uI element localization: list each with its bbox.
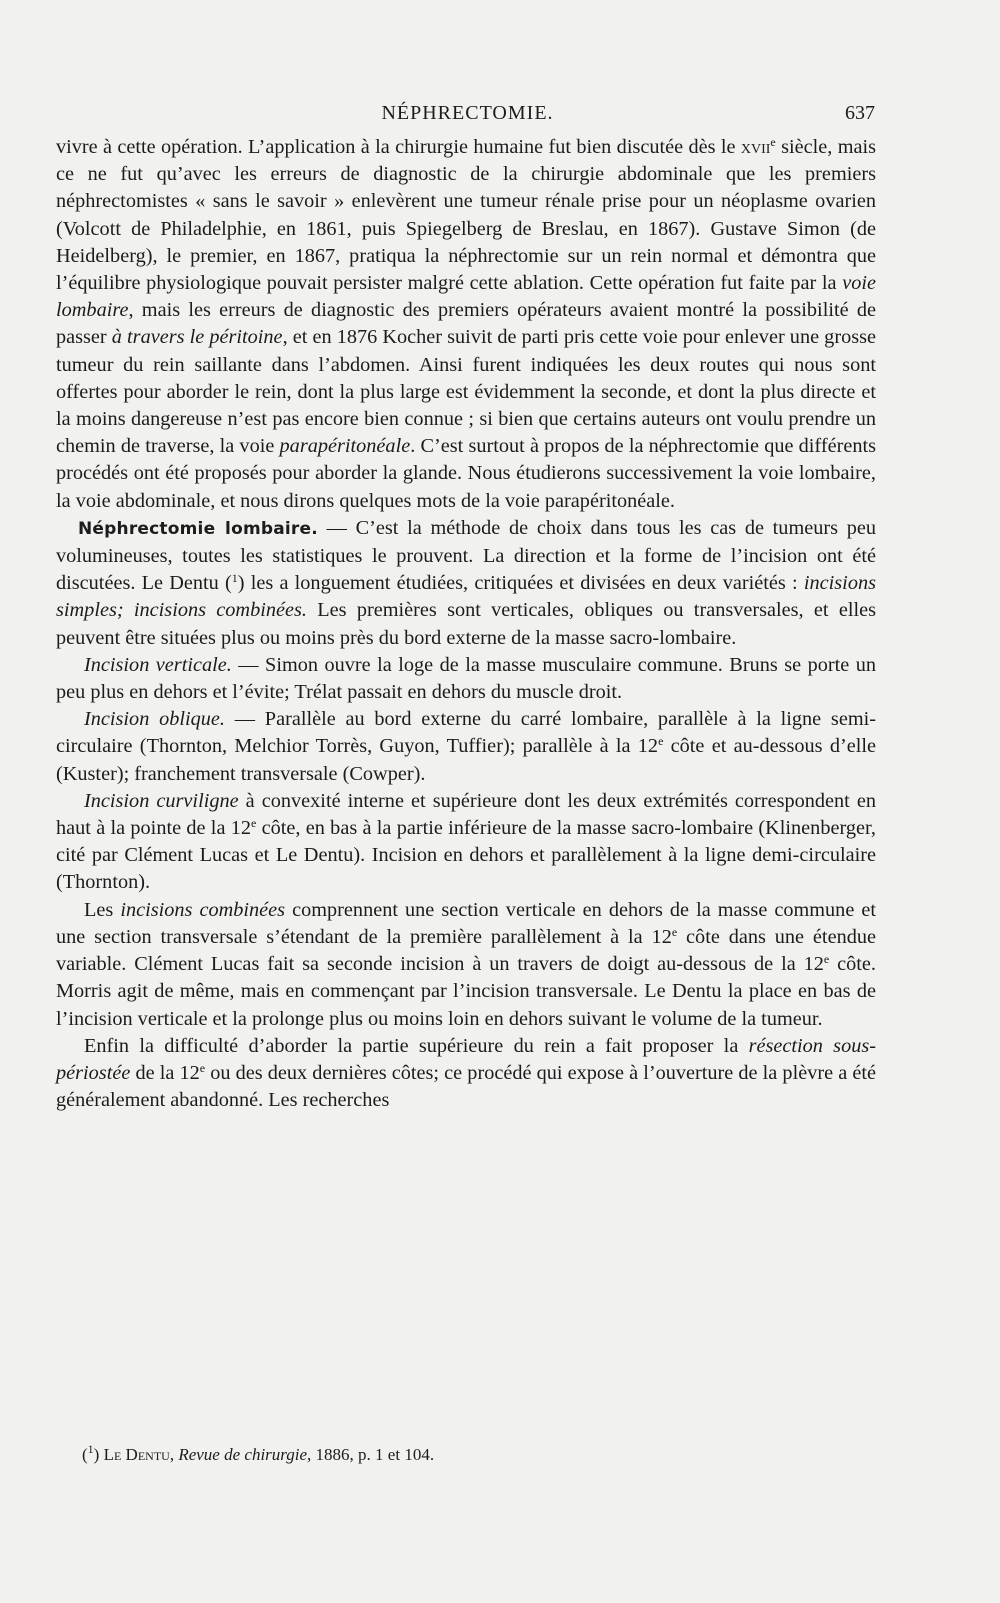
italic-term: à travers le péritoine	[111, 326, 283, 349]
running-head	[60, 102, 875, 128]
italic-term: incisions combinées	[120, 898, 286, 921]
text-run: vivre à cette opération. L’application à la chirurgie humaine fut bien discutée dès le	[56, 136, 741, 158]
text-run: — Simon ouvre la loge de la masse musculaire commune. Bruns se porte un peu plus en dehors et l’évite; Trélat passait en dehors du muscle droit.	[56, 653, 876, 704]
paragraph-oblique-incision	[56, 706, 876, 788]
text-run: de la 12	[130, 1061, 200, 1084]
italic-term: résection sous-périostée	[56, 1034, 877, 1084]
paragraph-rib-resection	[56, 1033, 876, 1115]
text-run: à convexité interne et supérieure dont les deux extrémités correspondent en haut à la pointe de la 12	[56, 789, 876, 840]
text-run: côte et au-dessous d’elle (Kuster); franchement transversale (Cowper).	[56, 735, 876, 785]
paragraph-combined-incisions	[56, 897, 876, 1033]
text-run: . C’est surtout à propos de la néphrectomie que différents procédés ont été proposés pour aborder la glande. Nous étudierons successivement la voie lombaire, la voie abdominale, et nous dirons quelques mots de la voie parapéritonéale.	[56, 435, 876, 512]
text-run: , 1886, p. 1 et 104.	[307, 1445, 435, 1464]
superscript: e	[823, 952, 830, 967]
superscript: e	[199, 1060, 206, 1075]
italic-term: voie lombaire	[56, 272, 876, 322]
running-title: NÉPHRECTOMIE.	[381, 102, 554, 124]
body-text	[56, 134, 876, 1114]
text-run: , et en 1876 Kocher suivit de parti pris cette voie pour enlever une grosse tumeur du rein saillante dans l’abdomen. Ainsi furent indiquées les deux routes qui nous sont offertes pour aborder le rein, dont la plus large est évidemment la seconde, et dont la plus directe et la moins dangereuse n’est pas encore bien connue ; si bien que certains auteurs ont voulu prendre un chemin de traverse, la voie	[56, 326, 877, 458]
footnote: ($^1$) Le Dentu, Revue de chirurgie, 1886, p. 1 et 104.	[82, 1442, 435, 1464]
text-run: — C’est la méthode de choix dans tous les cas de tumeurs peu volumineuses, toutes les statistiques le prouvent. La direction et la forme de l’incision ont été discutées. Le Dentu (	[56, 516, 877, 595]
page-number: 637	[845, 102, 875, 124]
text-run: ) les a longuement étudiées, critiquées et divisées en deux variétés :	[237, 572, 804, 595]
text-run: ou des deux dernières côtes; ce procédé qui expose à l’ouverture de la plèvre a été généralement abandonné. Les recherches	[56, 1061, 876, 1112]
footnote-journal: Revue de chirurgie	[178, 1445, 308, 1464]
text-run: côte. Morris agit de même, mais en commençant par l’incision transversale. Le Dentu la place en bas de l’incision verticale et la prolonge plus ou moins loin en dehors suivant le volume de la tumeur.	[56, 953, 876, 1030]
italic-term: Incision curviligne	[84, 789, 239, 812]
text-run: siècle, mais ce ne fut qu’avec les erreurs de diagnostic de la chirurgie abdominale que les premiers néphrectomistes « sans le savoir » enlevèrent une tumeur rénale prise pour un néoplasme ovarien (Volcott de Philadelphie, en 1861, puis Spiegelberg de Breslau, en 1867). Gustave Simon (de Heidelberg), le premier, en 1867, pratiqua la néphrectomie sur un rein normal et démontra que l’équilibre physiologique pouvait persister malgré cette ablation. Cette opération fut faite par la	[56, 136, 877, 295]
text-run: , mais les erreurs de diagnostic des premiers opérateurs avaient montré la possibilité de passer	[56, 299, 876, 349]
text-run: — Parallèle au bord externe du carré lombaire, parallèle à la ligne semi-circulaire (Thornton, Melchior Torrès, Guyon, Tuffier); parallèle à la 12	[56, 708, 876, 758]
footnote-author: Le Dentu	[103, 1445, 170, 1464]
superscript: e	[251, 816, 257, 831]
text-run: Les	[84, 898, 121, 921]
footnote-marker: 1	[87, 1442, 94, 1456]
paragraph-curvilinear-incision	[56, 788, 876, 897]
footnote-ref[interactable]: 1	[231, 571, 238, 586]
superscript: e	[770, 135, 776, 149]
text-run: comprennent une section verticale en dehors de la masse commune et une section transversale s’étendant de la première parallèlement à la 12	[56, 898, 876, 948]
italic-term: incisions simples; incisions combinées.	[56, 572, 876, 622]
paragraph-history	[56, 134, 876, 515]
text-run: Enfin la difficulté d’aborder la partie supérieure du rein a fait proposer la	[84, 1034, 749, 1057]
section-heading: Néphrectomie lombaire.	[78, 518, 318, 539]
superscript: e	[658, 734, 664, 749]
italic-term: Incision verticale.	[84, 653, 232, 676]
paragraph-vertical-incision	[56, 652, 876, 706]
century-numeral: xvii	[740, 136, 771, 158]
italic-term: parapéritonéale	[279, 435, 411, 458]
italic-term: Incision oblique.	[84, 708, 225, 731]
text-run: côte, en bas à la partie inférieure de la masse sacro-lombaire (Klinenberger, cité par Clément Lucas et Le Dentu). Incision en dehors et parallèlement à la ligne demi-circulaire (Thornton).	[56, 817, 876, 894]
text-run: Les premières sont verticales, obliques ou transversales, et elles peuvent être situées plus ou moins près du bord externe de la masse sacro-lombaire.	[56, 599, 876, 649]
text-run: côte dans une étendue variable. Clément Lucas fait sa seconde incision à un travers de doigt au-dessous de la 12	[56, 925, 876, 976]
text-run: ,	[169, 1445, 179, 1464]
paragraph-lumbar-nephrectomy	[56, 515, 876, 652]
superscript: e	[671, 924, 678, 939]
